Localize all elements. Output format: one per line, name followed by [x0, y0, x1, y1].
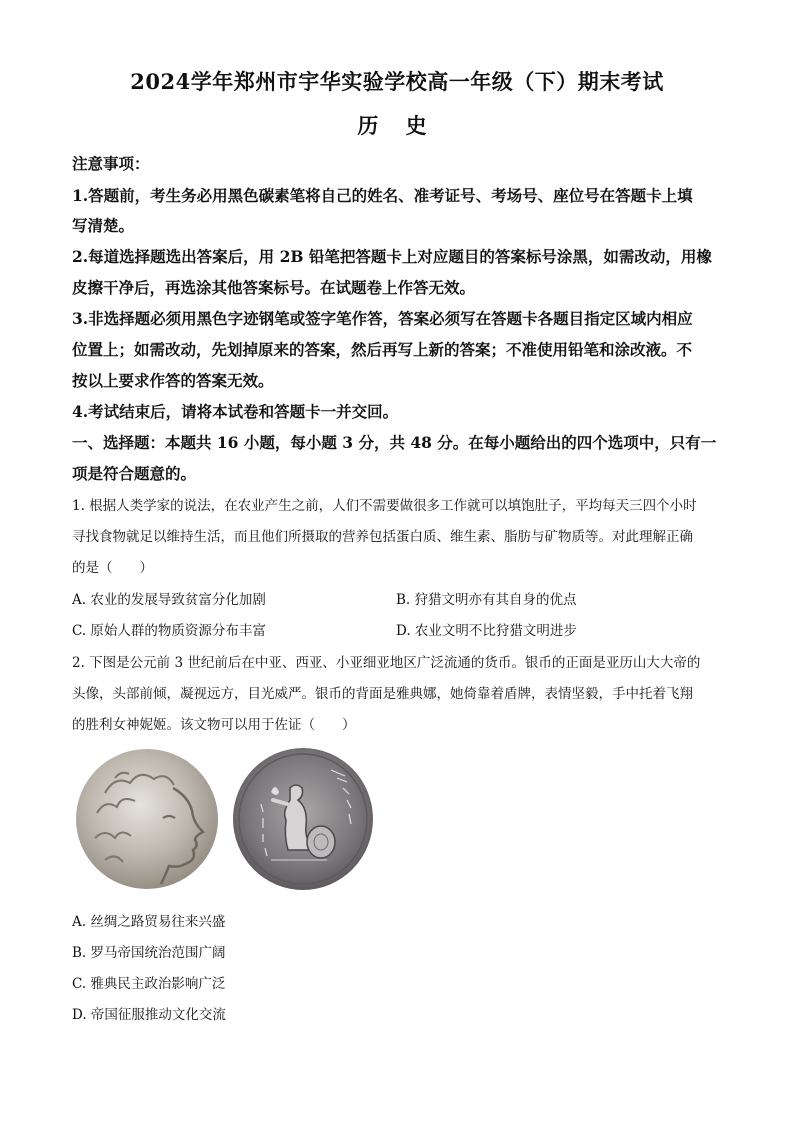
- notice-line: 3.非选择题必须用黑色字迹钢笔或签字笔作答，答案必须写在答题卡各题目指定区域内相应: [72, 309, 693, 328]
- notice-line: 2.每道选择题选出答案后，用 2B 铅笔把答题卡上对应题目的答案标号涂黑，如需改动，用橡: [72, 247, 712, 266]
- notice-heading: 注意事项：: [72, 154, 150, 173]
- exam-title: 2024学年郑州市宇华实验学校高一年级（下）期末考试: [130, 69, 664, 94]
- question-1-option-d: D. 农业文明不比狩猎文明进步: [396, 623, 577, 639]
- question-1-option-b: B. 狩猎文明亦有其自身的优点: [396, 592, 577, 608]
- question-2-stem: 的胜利女神妮姬。该文物可以用于佐证（ ）: [72, 717, 356, 733]
- silver-coin-image: [75, 748, 375, 891]
- question-2-option-b: B. 罗马帝国统治范围广阔: [72, 945, 226, 961]
- question-1-option-a: A. 农业的发展导致贫富分化加剧: [72, 592, 266, 608]
- notice-line: 写清楚。: [72, 216, 135, 235]
- question-2-option-a: A. 丝绸之路贸易往来兴盛: [72, 914, 226, 930]
- notice-line: 按以上要求作答的答案无效。: [72, 371, 274, 390]
- notice-line: 4.考试结束后，请将本试卷和答题卡一并交回。: [72, 402, 399, 421]
- question-1-stem: 寻找食物就足以维持生活，而且他们所摄取的营养包括蛋白质、维生素、脂肪与矿物质等。对此理解正确: [72, 529, 693, 545]
- notice-line: 皮擦干净后，再选涂其他答案标号。在试题卷上作答无效。: [72, 278, 476, 297]
- question-2-stem: 头像，头部前倾，凝视远方，目光威严。银币的背面是雅典娜，她倚靠着盾牌，表情坚毅，手中托着飞翔: [72, 686, 693, 702]
- question-2-option-d: D. 帝国征服推动文化交流: [72, 1007, 226, 1023]
- coin-reverse: [233, 748, 373, 890]
- section-heading: 一、选择题：本题共 16 小题，每小题 3 分，共 48 分。在每小题给出的四个选项中，只有一: [72, 433, 717, 452]
- question-1-stem: 1. 根据人类学家的说法，在农业产生之前，人们不需要做很多工作就可以填饱肚子，平均每天三四个小时: [72, 498, 697, 514]
- notice-line: 1.答题前，考生务必用黑色碳素笔将自己的姓名、准考证号、考场号、座位号在答题卡上填: [72, 186, 693, 205]
- question-1-stem: 的是（ ）: [72, 560, 153, 576]
- question-2-stem: 2. 下图是公元前 3 世纪前后在中亚、西亚、小亚细亚地区广泛流通的货币。银币的正面是亚历山大大帝的: [72, 655, 701, 671]
- question-2-option-c: C. 雅典民主政治影响广泛: [72, 976, 226, 992]
- subject-title: 历 史: [357, 113, 437, 138]
- notice-line: 位置上；如需改动，先划掉原来的答案，然后再写上新的答案；不准使用铅笔和涂改液。不: [72, 340, 693, 359]
- coin-obverse: [76, 749, 218, 889]
- section-heading: 项是符合题意的。: [72, 464, 197, 483]
- question-1-option-c: C. 原始人群的物质资源分布丰富: [72, 623, 266, 639]
